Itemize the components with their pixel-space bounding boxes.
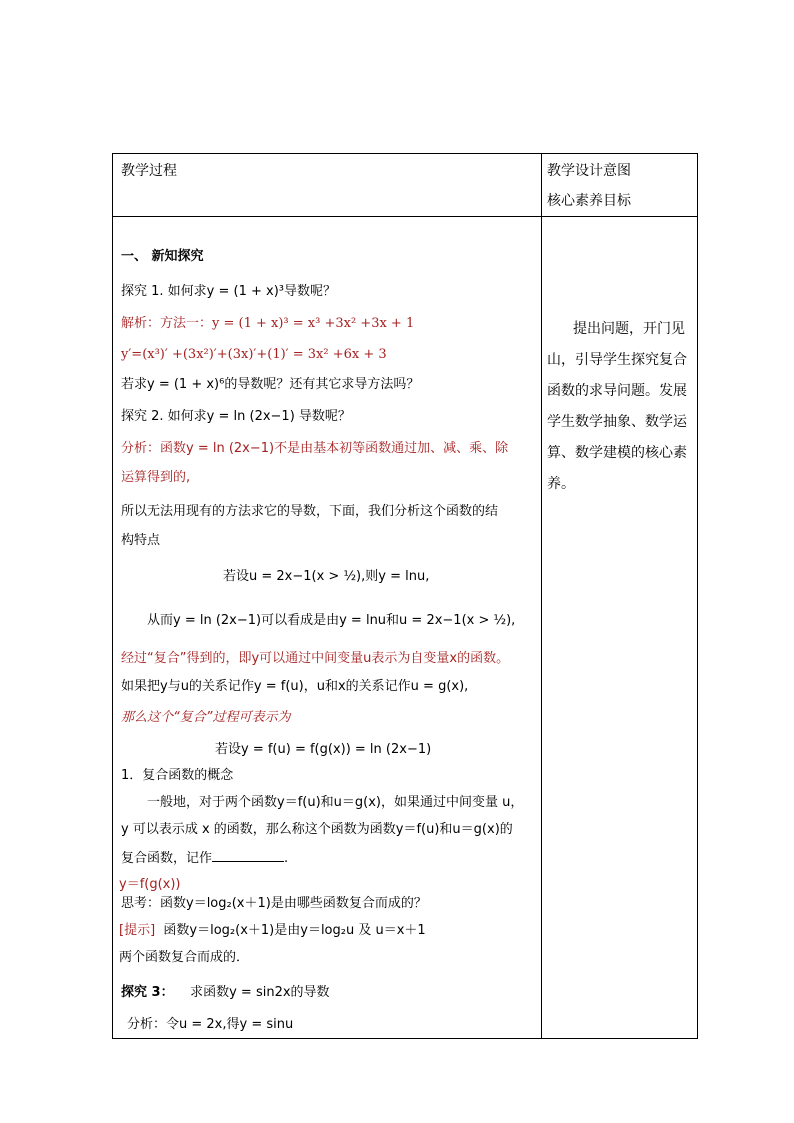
paragraph-line-1: 所以无法用现有的方法求它的导数，下面，我们分析这个函数的结 <box>121 504 499 519</box>
header-teaching-process: 教学过程 <box>121 163 177 179</box>
think-question: 思考：函数y＝log₂(x＋1)是由哪些函数复合而成的？ <box>121 896 427 911</box>
analysis-line-2: 运算得到的, <box>121 470 191 485</box>
explore-3-text: 求函数y = sin2x的导数 <box>190 985 330 1000</box>
concept-title: 1．复合函数的概念 <box>121 768 234 783</box>
explore-3-analysis: 分析：令u = 2x,得y = sinu <box>127 1017 294 1032</box>
composition-line-1: 经过“复合”得到的，即y可以通过中间变量u表示为自变量x的函数。 <box>121 651 510 666</box>
concept-line-1: 一般地，对于两个函数y＝f(u)和u＝g(x)，如果通过中间变量 u， <box>147 795 524 810</box>
concept-line-3-text: 复合函数，记作 <box>121 851 213 866</box>
composition-line-2: 如果把y与u的关系记作y = f(u)，u和x的关系记作u = g(x), <box>121 679 469 694</box>
fill-in-blank <box>212 848 284 862</box>
hint-text: 函数y＝log₂(x＋1)是由y＝log₂u 及 u＝x＋1 <box>163 923 426 938</box>
concept-line-2: y 可以表示成 x 的函数，那么称这个函数为函数y＝f(u)和u＝g(x)的 <box>121 822 513 837</box>
hint-end: 两个函数复合而成的． <box>119 950 250 965</box>
header-design-intent: 教学设计意图 <box>547 163 631 179</box>
concept-line-3-end: . <box>284 851 289 866</box>
answer-label: 解析：方法一： <box>121 316 213 331</box>
composition-formula: 若设y = f(u) = f(g(x)) = ln (2x−1) <box>215 742 432 757</box>
concept-answer: y＝f(g(x)) <box>119 877 181 892</box>
explore-1-answer <box>121 315 414 333</box>
answer-expression: y = (1 + x)³ = x³ +3x² +3x + 1 <box>212 316 415 331</box>
composition-line-3: 那么这个“复合”过程可表示为 <box>121 710 291 725</box>
explore-3-question <box>121 984 330 1002</box>
explore-2-question: 探究 2. 如何求y = ln (2x−1) 导数呢？ <box>121 409 351 424</box>
explore-1-question: 探究 1. 如何求y = (1 + x)³导数呢？ <box>121 284 336 299</box>
analysis-line-1: 分析：函数y = ln (2x−1)不是由基本初等函数通过加、减、乘、除 <box>121 441 509 456</box>
hint-label: [提示] <box>119 923 156 938</box>
concept-line-3 <box>121 848 288 868</box>
lesson-table <box>112 153 698 1039</box>
column-divider <box>541 154 542 1038</box>
explore-3-label: 探究 3： <box>121 985 174 1000</box>
design-intent-text: 提出问题，开门见山，引导学生探究复合函数的求导问题。发展学生数学抽象、数学运算、数学建模的核心素养。 <box>547 321 687 492</box>
substitution-1: 若设u = 2x−1(x > ½),则y = lnu, <box>223 569 430 584</box>
header-divider <box>113 216 697 217</box>
explore-1-followup: 若求y = (1 + x)⁶的导数呢？还有其它求导方法吗？ <box>121 377 420 392</box>
paragraph-line-2: 构特点 <box>121 533 161 548</box>
substitution-2: 从而y = ln (2x−1)可以看成是由y = lnu和u = 2x−1(x > ½), <box>147 613 516 628</box>
header-core-literacy: 核心素养目标 <box>547 193 631 209</box>
section-title: 一、 新知探究 <box>121 249 204 264</box>
explore-1-derivative: y′=(x³)′ +(3x²)′+(3x)′+(1)′ = 3x² +6x + 3 <box>121 347 387 362</box>
hint-line <box>119 922 426 940</box>
